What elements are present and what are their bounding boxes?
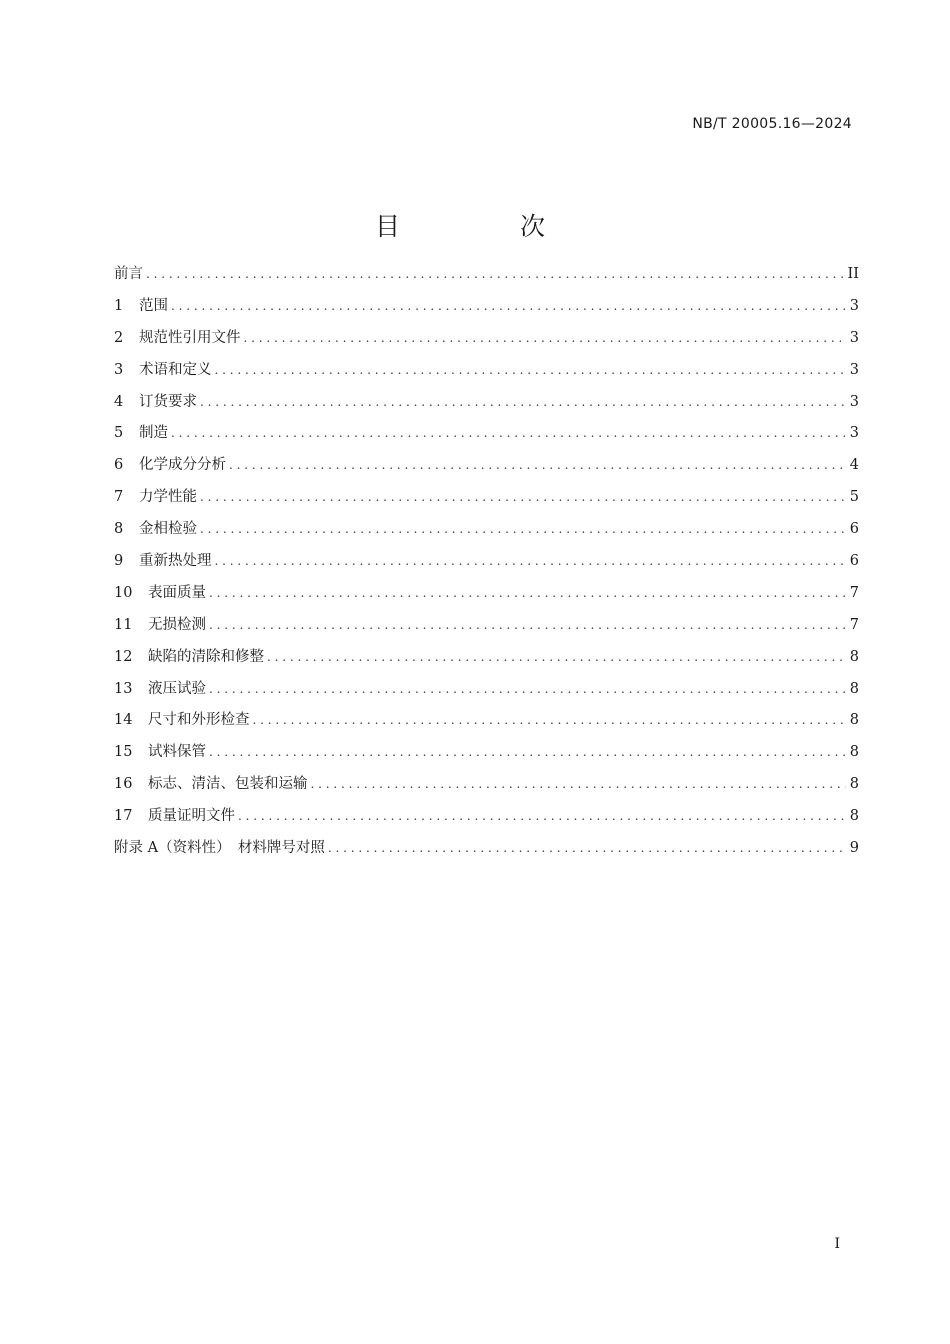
toc-entry[interactable] [114,772,859,804]
toc-entry-page: 8 [849,808,859,825]
toc-entry-title: 重新热处理 [139,553,212,570]
toc-entry-number: 5 [114,425,124,442]
toc-entry-page: 5 [849,489,859,506]
toc-entry-title: 试料保管 [148,744,206,761]
toc-entry-number: 13 [114,680,133,697]
toc-entry-page: 6 [849,553,859,570]
toc-entry-page: 6 [849,521,859,538]
toc-entry-number: 15 [114,744,133,761]
toc-entry-title: 范围 [139,297,168,314]
toc-entry-title: 化学成分分析 [139,457,226,474]
toc-entry-number: 2 [114,329,124,346]
toc-entry-page: II [847,266,859,282]
toc-entry-title: 液压试验 [148,680,206,697]
toc-entry-title: 金相检验 [139,521,197,538]
toc-entry-title: 表面质量 [148,584,206,601]
toc-entry[interactable] [114,836,859,868]
toc-entry-number: 10 [114,584,133,601]
toc-entry-page: 7 [849,584,859,601]
toc-entry-title: 制造 [139,425,168,442]
toc-entry-page: 3 [849,361,859,378]
toc-entry-number: 11 [114,616,133,633]
toc-leader-dots [200,390,846,414]
toc-entry[interactable] [114,390,859,422]
toc-entry[interactable] [114,645,859,677]
toc-entry-page: 8 [849,776,859,793]
toc-entry-number: 16 [114,776,133,793]
toc-entry-title: 规范性引用文件 [139,329,241,346]
page-title: 目 次 [375,211,601,241]
toc-entry[interactable] [114,326,859,358]
toc-leader-dots [209,677,846,701]
toc-entry[interactable] [114,549,859,581]
toc-leader-dots [229,453,846,477]
toc-entry[interactable] [114,677,859,709]
toc-entry-number: 6 [114,457,124,474]
toc-entry-page: 8 [849,648,859,665]
toc-entry[interactable] [114,517,859,549]
toc-entry-page: 8 [849,744,859,761]
toc-leader-dots [209,613,846,637]
toc-entry-number: 14 [114,712,133,729]
toc-entry-number: 4 [114,393,124,410]
toc-entry[interactable] [114,613,859,645]
toc-leader-dots [171,294,846,318]
toc-entry-title: 力学性能 [139,489,197,506]
toc-entry-page: 4 [849,457,859,474]
toc-leader-dots [146,262,844,286]
toc-entry[interactable] [114,485,859,517]
toc-entry-page: 3 [849,297,859,314]
toc-leader-dots [311,772,846,796]
toc-entry-number: 8 [114,521,124,538]
toc-entry-title: 附录 A（资料性） 材料牌号对照 [114,840,325,857]
toc-entry[interactable] [114,294,859,326]
toc-leader-dots [244,326,846,350]
toc-entry-page: 7 [849,616,859,633]
toc-leader-dots [328,836,846,860]
toc-entry[interactable] [114,262,859,294]
toc-leader-dots [209,581,846,605]
toc-leader-dots [200,485,846,509]
page-number: I [834,1236,840,1252]
toc-entry-number: 17 [114,808,133,825]
toc-leader-dots [215,549,846,573]
toc-entry-page: 8 [849,680,859,697]
toc-entry[interactable] [114,740,859,772]
toc-entry[interactable] [114,453,859,485]
toc-entry-title: 订货要求 [139,393,197,410]
toc-entry[interactable] [114,358,859,390]
toc-entry-number: 1 [114,297,124,314]
toc-entry-number: 7 [114,489,124,506]
toc-leader-dots [200,517,846,541]
toc-entry-title: 术语和定义 [139,361,212,378]
toc-entry-title: 缺陷的清除和修整 [148,648,264,665]
toc-entry-title: 前言 [114,266,143,282]
toc-leader-dots [267,645,846,669]
toc-entry[interactable] [114,804,859,836]
toc-entry-title: 尺寸和外形检查 [148,712,250,729]
toc-entry[interactable] [114,708,859,740]
table-of-contents [114,262,859,868]
toc-leader-dots [209,740,846,764]
toc-entry-page: 3 [849,329,859,346]
toc-entry-number: 12 [114,648,133,665]
toc-entry-title: 质量证明文件 [148,808,235,825]
toc-entry-page: 3 [849,425,859,442]
toc-entry[interactable] [114,581,859,613]
toc-leader-dots [238,804,846,828]
toc-entry-page: 9 [849,840,859,857]
toc-entry-number: 3 [114,361,124,378]
toc-leader-dots [253,708,846,732]
toc-entry[interactable] [114,421,859,453]
toc-leader-dots [215,358,846,382]
toc-entry-number: 9 [114,553,124,570]
toc-entry-page: 3 [849,393,859,410]
toc-entry-page: 8 [849,712,859,729]
toc-entry-title: 无损检测 [148,616,206,633]
toc-leader-dots [171,421,846,445]
standard-code: NB/T 20005.16—2024 [692,116,852,132]
toc-entry-title: 标志、清洁、包装和运输 [148,776,308,793]
